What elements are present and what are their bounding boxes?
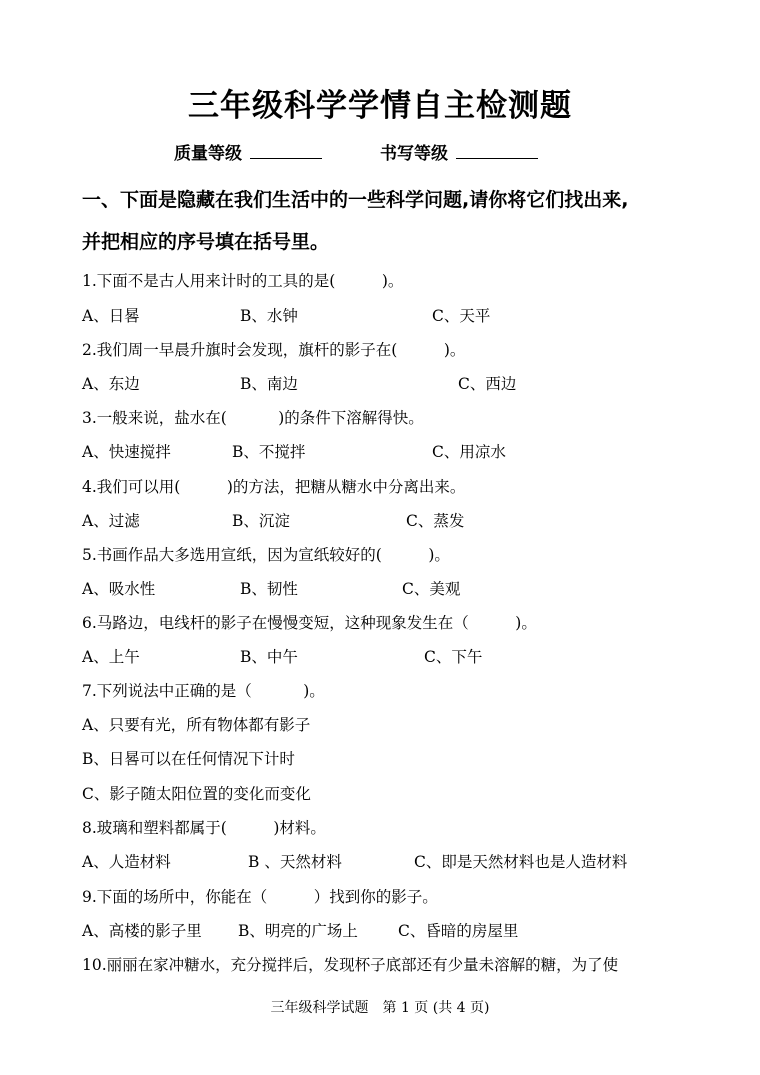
question-9-option-c: C、昏暗的房屋里 [398, 922, 519, 940]
question-6: 6.马路边，电线杆的影子在慢慢变短，这种现象发生在（ )。 [82, 614, 537, 632]
question-2: 2.我们周一早晨升旗时会发现，旗杆的影子在( )。 [82, 341, 466, 359]
grade-fields [0, 139, 760, 167]
question-4: 4.我们可以用( )的方法，把糖从糖水中分离出来。 [82, 478, 466, 496]
quality-grade [174, 139, 322, 164]
question-8-option-a: A、人造材料 [82, 853, 171, 871]
question-4-option-b: B、沉淀 [232, 512, 290, 530]
page-footer: 三年级科学试题 第 1 页 (共 4 页) [270, 1000, 490, 1016]
question-5-option-c: C、美观 [402, 580, 461, 598]
writing-grade [380, 139, 538, 164]
question-8-option-b: B 、天然材料 [248, 853, 342, 871]
question-1-option-a: A、日晷 [82, 307, 140, 325]
question-9: 9.下面的场所中，你能在（ ）找到你的影子。 [82, 888, 438, 906]
question-5: 5.书画作品大多选用宣纸，因为宣纸较好的( )。 [82, 546, 450, 564]
question-7-option-c: C、影子随太阳位置的变化而变化 [82, 785, 311, 803]
quality-grade-label: 质量等级 [174, 144, 242, 164]
question-1-option-b: B、水钟 [240, 307, 298, 325]
question-3-option-b: B、不搅拌 [232, 443, 306, 461]
question-3-option-a: A、快速搅拌 [82, 443, 171, 461]
question-8-option-c: C、即是天然材料也是人造材料 [414, 853, 628, 871]
quality-grade-blank[interactable] [250, 140, 322, 159]
question-1-option-c: C、天平 [432, 307, 491, 325]
question-6-option-a: A、上午 [82, 648, 140, 666]
question-4-option-a: A、过滤 [82, 512, 140, 530]
writing-grade-label: 书写等级 [380, 144, 448, 164]
question-3: 3.一般来说，盐水在( )的条件下溶解得快。 [82, 409, 424, 427]
writing-grade-blank[interactable] [456, 140, 538, 159]
question-9-option-b: B、明亮的广场上 [238, 922, 358, 940]
question-2-option-a: A、东边 [82, 375, 140, 393]
question-6-option-c: C、下午 [424, 648, 483, 666]
question-7-option-a: A、只要有光，所有物体都有影子 [82, 716, 311, 734]
question-5-option-a: A、吸水性 [82, 580, 156, 598]
question-7: 7.下列说法中正确的是（ )。 [82, 682, 325, 700]
page-title: 三年级科学学情自主检测题 [188, 88, 572, 124]
question-6-option-b: B、中午 [240, 648, 298, 666]
section-heading-line-2: 并把相应的序号填在括号里。 [82, 231, 330, 253]
section-heading-line-1: 一、下面是隐藏在我们生活中的一些科学问题,请你将它们找出来, [82, 189, 629, 211]
question-1: 1.下面不是古人用来计时的工具的是( )。 [82, 272, 404, 290]
question-2-option-c: C、西边 [458, 375, 517, 393]
question-8: 8.玻璃和塑料都属于( )材料。 [82, 819, 326, 837]
question-2-option-b: B、南边 [240, 375, 298, 393]
question-7-option-b: B、日晷可以在任何情况下计时 [82, 750, 295, 768]
question-9-option-a: A、高楼的影子里 [82, 922, 202, 940]
question-10: 10.丽丽在家冲糖水，充分搅拌后，发现杯子底部还有少量未溶解的糖，为了使 [82, 956, 619, 974]
question-4-option-c: C、蒸发 [406, 512, 465, 530]
question-5-option-b: B、韧性 [240, 580, 298, 598]
question-3-option-c: C、用凉水 [432, 443, 506, 461]
